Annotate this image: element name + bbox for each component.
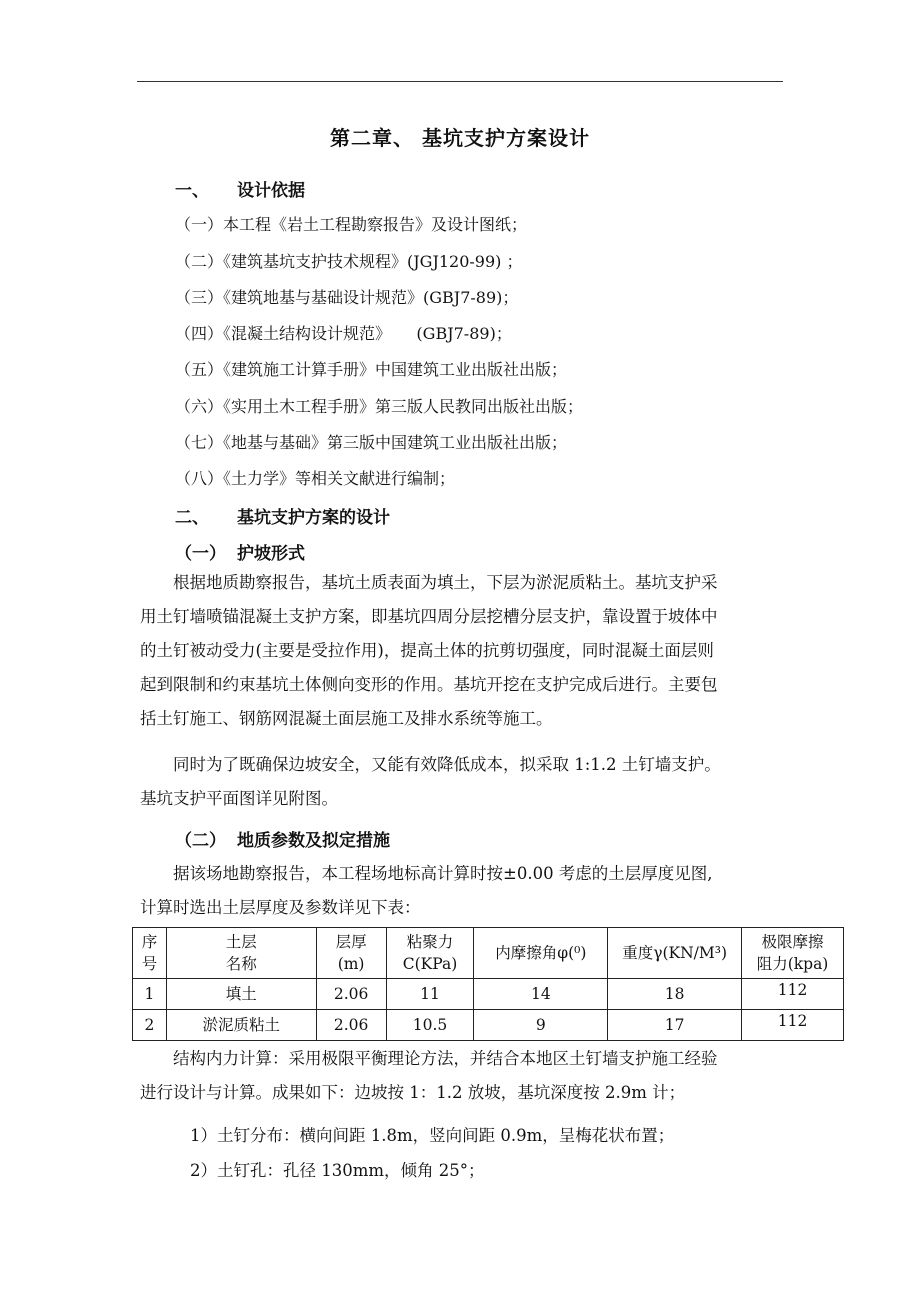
subsection-title: 护坡形式	[237, 544, 305, 564]
table-cell: 17	[608, 1010, 742, 1041]
paragraph-geology	[140, 857, 790, 925]
reference-item: （二）《建筑基坑支护技术规程》(JGJ120-99) ；	[175, 252, 523, 271]
subsection-number: （一）	[175, 544, 226, 564]
subsection-number: （二）	[175, 831, 226, 851]
header-cell: 重度γ(KN/M³)	[608, 928, 742, 979]
table-cell: 18	[608, 979, 742, 1010]
header-cell: 序 号	[133, 928, 167, 979]
reference-item: （五）《建筑施工计算手册》中国建筑工业出版社出版；	[175, 360, 568, 379]
reference-item: （八）《土力学》等相关文献进行编制；	[175, 469, 456, 488]
paragraph-line: 计算时选出土层厚度及参数详见下表：	[140, 898, 421, 917]
table-cell: 112	[742, 979, 844, 1010]
reference-item: （七）《地基与基础》第三版中国建筑工业出版社出版；	[175, 433, 568, 452]
table-cell: 2.06	[316, 1010, 386, 1041]
section-heading-basis	[175, 176, 305, 201]
reference-item: （四）《混凝土结构设计规范》 (GBJ7-89)；	[175, 324, 512, 343]
header-cell: 粘聚力 C(KPa)	[386, 928, 474, 979]
section-heading-design	[175, 503, 390, 528]
header-rule	[137, 81, 783, 82]
paragraph-calculation	[140, 1042, 790, 1110]
header-cell: 土层 名称	[166, 928, 316, 979]
subsection-heading-geology	[175, 826, 390, 851]
table-row	[133, 979, 844, 1010]
list-item: 1）土钉分布：横向间距 1.8m，竖向间距 0.9m，呈梅花状布置；	[190, 1126, 675, 1145]
table-cell: 淤泥质粘土	[166, 1010, 316, 1041]
section-title: 设计依据	[237, 181, 305, 201]
subsection-heading-slope-form	[175, 539, 305, 564]
table-row	[133, 1010, 844, 1041]
soil-parameter-table	[132, 927, 844, 1041]
header-cell: 内摩擦角φ(⁰)	[474, 928, 608, 979]
reference-item: （六）《实用土木工程手册》第三版人民教同出版社出版；	[175, 397, 584, 416]
paragraph-line: 的土钉被动受力(主要是受拉作用)，提高土体的抗剪切强度，同时混凝土面层则	[140, 641, 714, 660]
paragraph-line: 同时为了既确保边坡安全，又能有效降低成本，拟采取 1:1.2 土钉墙支护。	[173, 755, 721, 774]
header-cell: 极限摩擦 阻力(kpa)	[742, 928, 844, 979]
section-number: 一、	[175, 181, 209, 201]
paragraph-line: 进行设计与计算。成果如下：边坡按 1：1.2 放坡，基坑深度按 2.9m 计；	[140, 1083, 686, 1102]
paragraph-line: 结构内力计算：采用极限平衡理论方法，并结合本地区土钉墙支护施工经验	[173, 1049, 718, 1068]
paragraph-line: 起到限制和约束基坑土体侧向变形的作用。基坑开挖在支护完成后进行。主要包	[140, 675, 718, 694]
reference-item: （三）《建筑地基与基础设计规范》(GBJ7-89)；	[175, 288, 519, 307]
reference-item: （一）本工程《岩土工程勘察报告》及设计图纸；	[175, 215, 528, 234]
section-number: 二、	[175, 508, 209, 528]
paragraph-slope-form	[140, 566, 790, 736]
table-cell: 112	[742, 1010, 844, 1041]
paragraph-line: 括土钉施工、钢筋网混凝土面层施工及排水系统等施工。	[140, 709, 553, 728]
paragraph-cost	[140, 748, 790, 816]
table-header-row	[133, 928, 844, 979]
table-cell: 9	[474, 1010, 608, 1041]
table-cell: 14	[474, 979, 608, 1010]
table-cell: 2	[133, 1010, 167, 1041]
table-cell: 1	[133, 979, 167, 1010]
chapter-title: 第二章、 基坑支护方案设计	[330, 126, 590, 150]
subsection-title: 地质参数及拟定措施	[237, 831, 390, 851]
table-cell: 填土	[166, 979, 316, 1010]
table-cell: 11	[386, 979, 474, 1010]
paragraph-line: 用土钉墙喷锚混凝土支护方案，即基坑四周分层挖槽分层支护，靠设置于坡体中	[140, 607, 718, 626]
section-title: 基坑支护方案的设计	[237, 508, 390, 528]
list-item: 2）土钉孔：孔径 130mm，倾角 25°；	[190, 1161, 485, 1180]
paragraph-line: 据该场地勘察报告，本工程场地标高计算时按±0.00 考虑的土层厚度见图,	[173, 864, 713, 883]
table-cell: 10.5	[386, 1010, 474, 1041]
paragraph-line: 基坑支护平面图详见附图。	[140, 789, 338, 808]
paragraph-line: 根据地质勘察报告，基坑土质表面为填土，下层为淤泥质粘土。基坑支护采	[173, 573, 718, 592]
table-cell: 2.06	[316, 979, 386, 1010]
header-cell: 层厚 (m)	[316, 928, 386, 979]
